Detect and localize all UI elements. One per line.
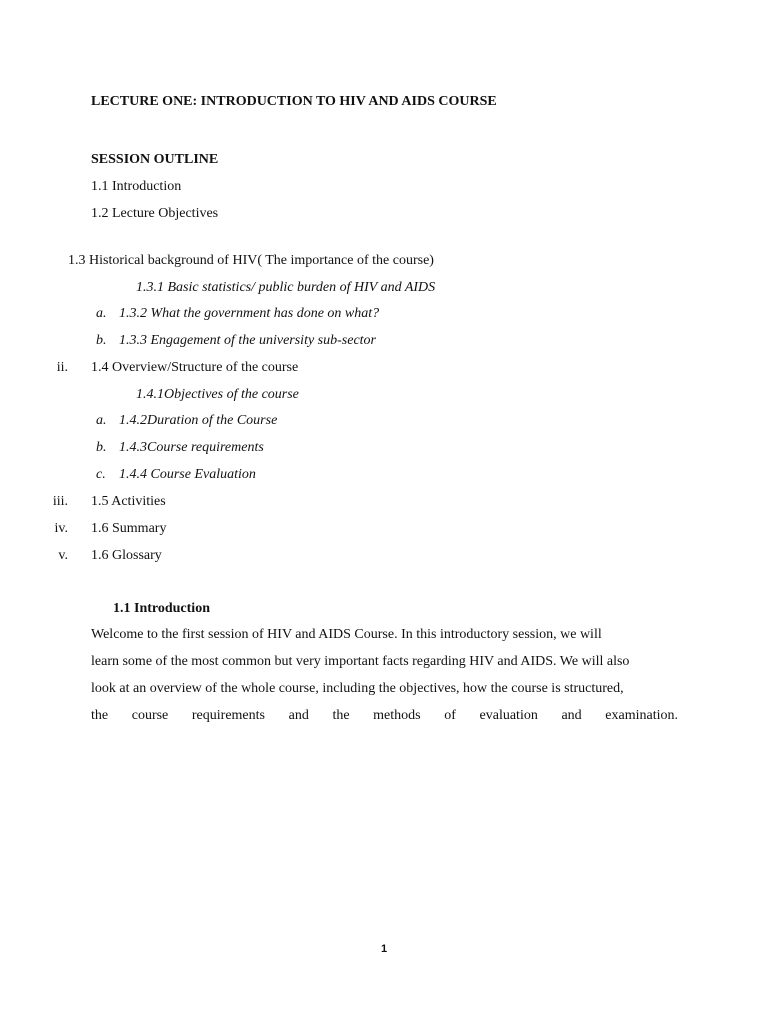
outline-marker-a: a. xyxy=(96,306,107,321)
section-heading-introduction: 1.1 Introduction xyxy=(113,601,210,616)
introduction-paragraph-line: learn some of the most common but very important facts regarding HIV and AIDS. We will also xyxy=(91,654,630,669)
outline-item-1-3-1: 1.3.1 Basic statistics/ public burden of HIV and AIDS xyxy=(136,280,436,295)
outline-item-1-3: 1.3 Historical background of HIV( The importance of the course) xyxy=(68,253,434,268)
outline-item-1-2: 1.2 Lecture Objectives xyxy=(91,206,219,221)
introduction-paragraph-line: look at an overview of the whole course, including the objectives, how the course is structured, xyxy=(91,681,624,696)
outline-marker-b: b. xyxy=(96,333,107,348)
lecture-title: LECTURE ONE: INTRODUCTION TO HIV AND AIDS COURSE xyxy=(91,94,497,109)
outline-item-1-4-4: 1.4.4 Course Evaluation xyxy=(119,467,256,482)
outline-marker-a: a. xyxy=(96,413,107,428)
outline-item-1-6-summary: 1.6 Summary xyxy=(91,521,167,536)
outline-marker-iii: iii. xyxy=(52,494,68,509)
outline-item-1-3-3: 1.3.3 Engagement of the university sub-sector xyxy=(119,333,377,348)
introduction-paragraph-line: Welcome to the first session of HIV and AIDS Course. In this introductory session, we will xyxy=(91,627,602,642)
outline-marker-v: v. xyxy=(58,548,68,563)
outline-item-1-5: 1.5 Activities xyxy=(91,494,166,509)
introduction-paragraph-line: the course requirements and the methods of evaluation and examination. xyxy=(91,708,678,723)
outline-marker-ii: ii. xyxy=(56,360,68,375)
outline-item-1-3-2: 1.3.2 What the government has done on what? xyxy=(119,306,380,321)
outline-marker-iv: iv. xyxy=(54,521,68,536)
outline-item-1-1: 1.1 Introduction xyxy=(91,179,182,194)
outline-item-1-4-1: 1.4.1Objectives of the course xyxy=(136,387,299,402)
page-number: 1 xyxy=(380,943,388,955)
outline-item-1-4-3: 1.4.3Course requirements xyxy=(119,440,264,455)
outline-item-1-6-glossary: 1.6 Glossary xyxy=(91,548,162,563)
session-outline-heading: SESSION OUTLINE xyxy=(91,152,219,167)
outline-marker-c: c. xyxy=(96,467,106,482)
outline-item-1-4: 1.4 Overview/Structure of the course xyxy=(91,360,299,375)
outline-item-1-4-2: 1.4.2Duration of the Course xyxy=(119,413,278,428)
outline-marker-b: b. xyxy=(96,440,107,455)
